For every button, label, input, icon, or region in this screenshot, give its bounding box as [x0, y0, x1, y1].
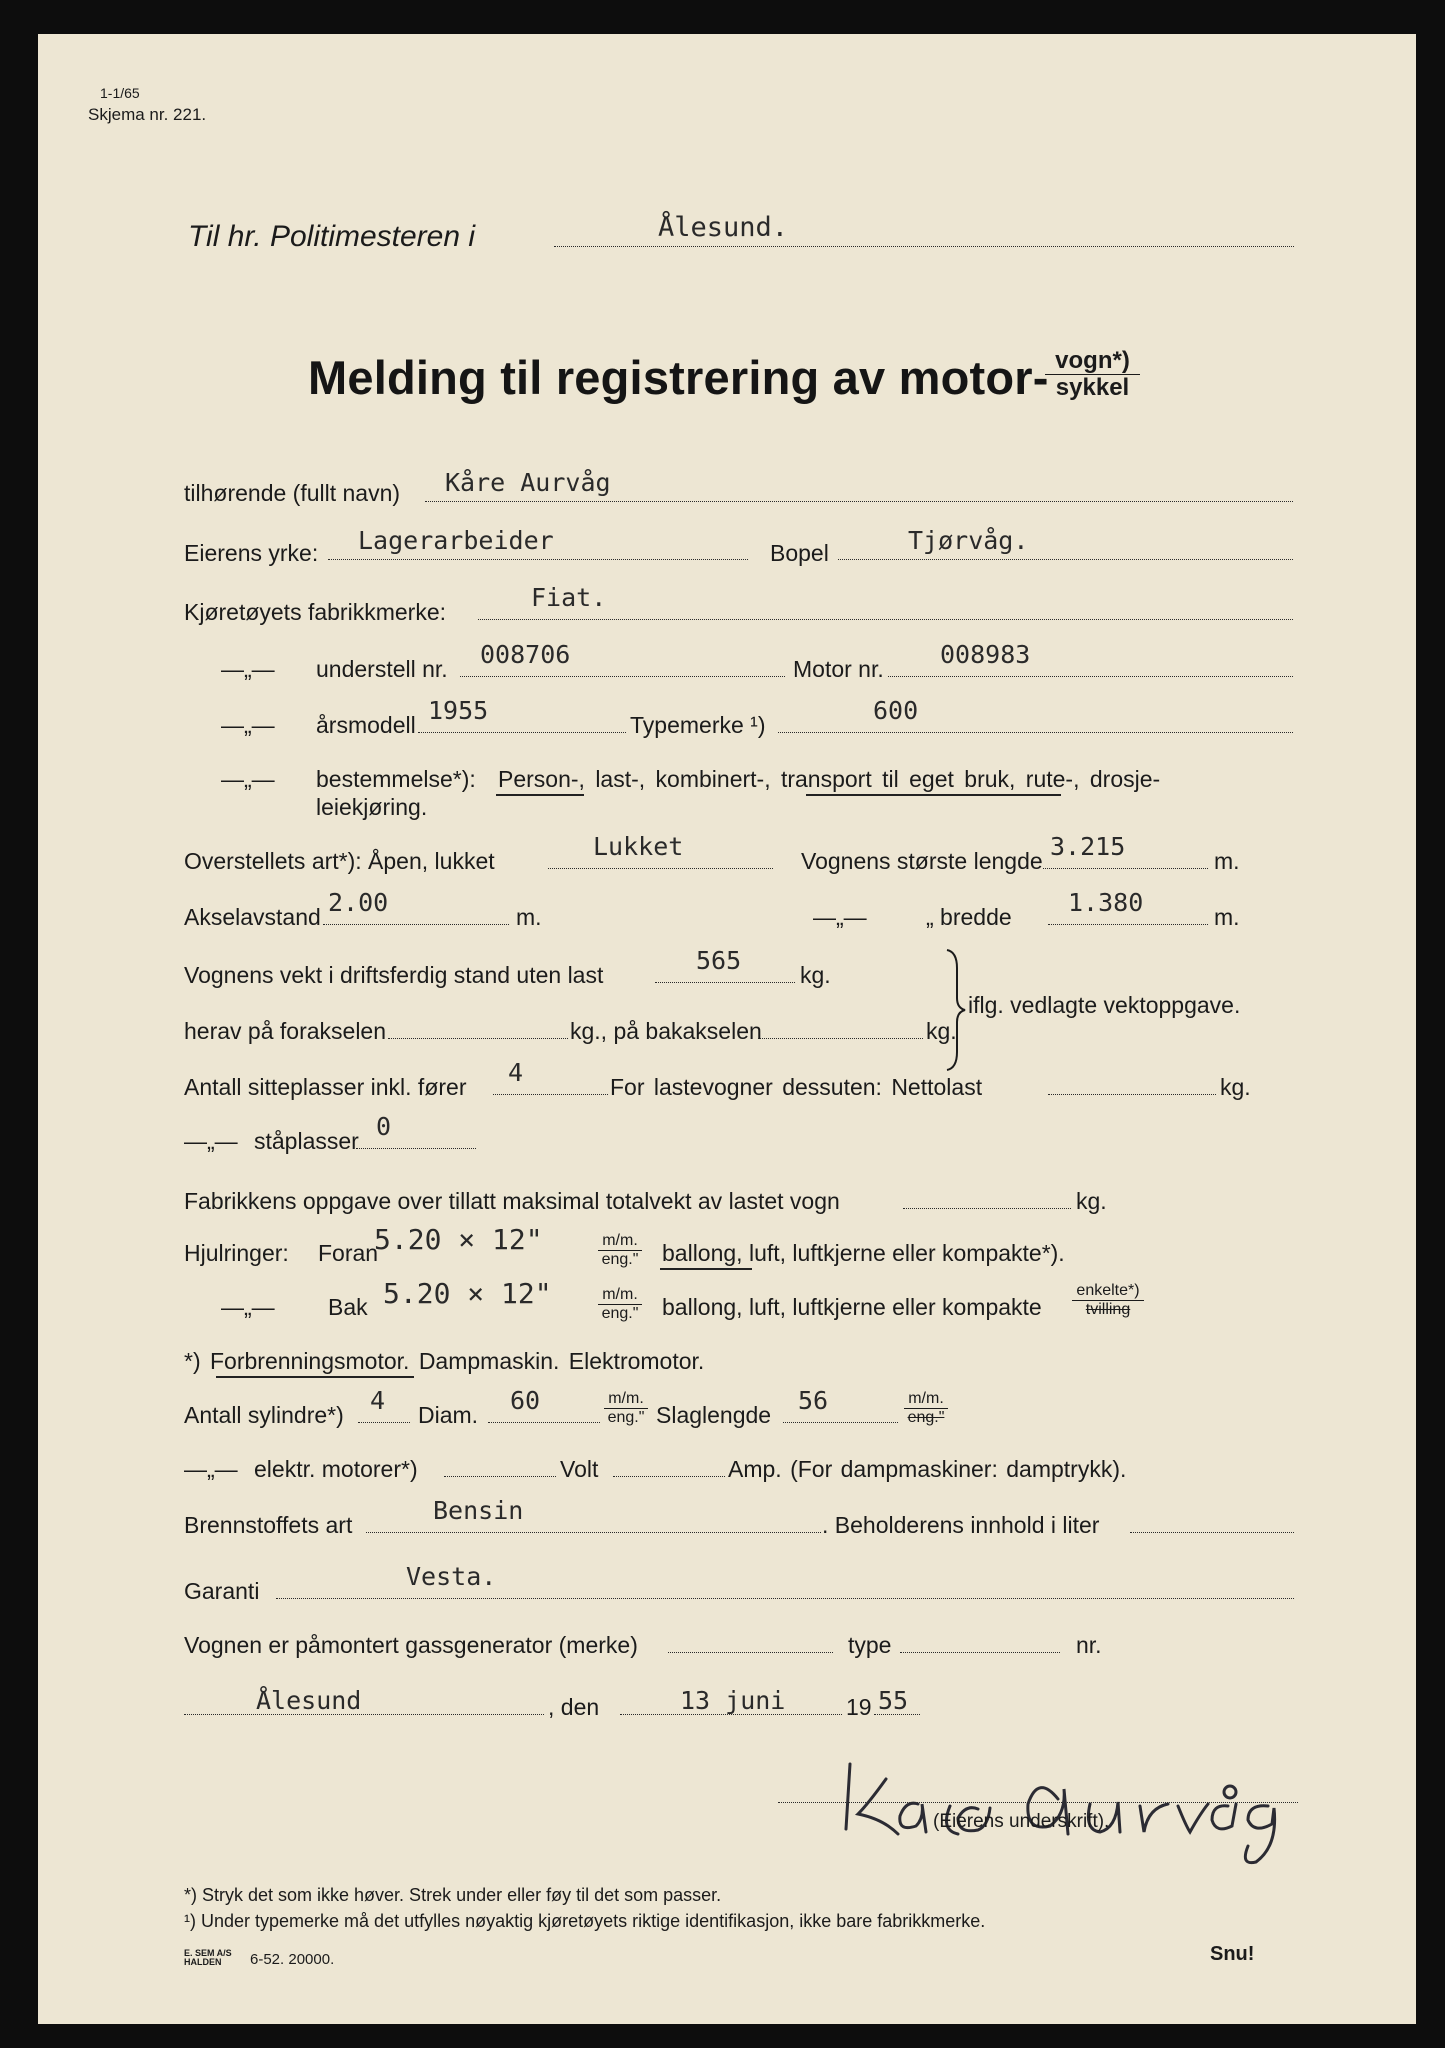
volt-label: Volt: [560, 1456, 599, 1482]
standing-label: ståplasser: [254, 1128, 359, 1154]
gas-type-label: type: [848, 1632, 892, 1658]
fuel-value: Bensin: [433, 1496, 524, 1525]
unit-top: m/m.: [598, 1232, 642, 1251]
unit-bottom: eng.": [907, 1408, 945, 1426]
fuel-line: [366, 1532, 821, 1533]
owner-signature: [828, 1734, 1298, 1874]
width-label: „ bredde: [926, 904, 1012, 930]
guarantee-value: Vesta.: [406, 1562, 497, 1591]
make-value: Fiat.: [531, 583, 607, 612]
length-label: Vognens største lengde: [801, 848, 1043, 874]
printer-line2: HALDEN: [184, 1957, 222, 1968]
print-info: 6-52. 20000.: [250, 1951, 335, 1968]
cylinders-label: Antall sylindre*): [184, 1402, 344, 1428]
axle-line: [323, 924, 509, 925]
mount-bottom: tvilling: [1085, 1300, 1131, 1318]
residence-value: Tjørvåg.: [908, 526, 1029, 555]
addressee-label: Til hr. Politimesteren i: [188, 220, 476, 253]
year-value: 1955: [428, 696, 489, 725]
make-line: [478, 619, 1293, 620]
gas-label: Vognen er påmontert gassgenerator (merke): [184, 1632, 638, 1658]
width-unit: m.: [1214, 904, 1240, 930]
year-prefix: 19: [846, 1694, 872, 1720]
fuel-label: Brennstoffets art: [184, 1512, 353, 1538]
unit-bottom: eng.": [601, 1250, 639, 1268]
year-label: årsmodell: [316, 712, 416, 738]
ditto-mark: —„—: [221, 1294, 275, 1320]
date-label: , den: [548, 1694, 600, 1720]
form-title: Melding til registrering av motor-: [308, 351, 1049, 404]
ditto-mark: —„—: [221, 766, 275, 792]
owner-name-value: Kåre Aurvåg: [445, 468, 611, 497]
cylinders-line: [358, 1422, 410, 1423]
date-value: 13 juni: [680, 1686, 786, 1715]
diam-line: [488, 1422, 600, 1423]
axle-label: Akselavstand: [184, 904, 321, 930]
cylinders-value: 4: [370, 1386, 386, 1415]
chassis-label: understell nr.: [316, 656, 448, 682]
addressee-value: Ålesund.: [658, 212, 789, 243]
axle-unit: m.: [516, 904, 542, 930]
width-line: [1048, 924, 1208, 925]
ditto-mark: —„—: [221, 712, 275, 738]
occupation-value: Lagerarbeider: [358, 526, 554, 555]
place-value: Ålesund: [256, 1686, 362, 1715]
gas-nr-label: nr.: [1076, 1632, 1102, 1658]
motor-value: 008983: [940, 640, 1031, 669]
year-suffix: 55: [878, 1686, 909, 1715]
unit-bottom: eng.": [607, 1408, 645, 1426]
max-weight-label: Fabrikkens oppgave over tillatt maksimal totalvekt av lastet vogn: [184, 1188, 840, 1214]
body-value: Lukket: [593, 832, 684, 861]
cargo-line: [1048, 1094, 1216, 1095]
seats-label: Antall sitteplasser inkl. fører: [184, 1074, 467, 1100]
rear-axle-line: [758, 1038, 923, 1039]
volt-line: [613, 1476, 725, 1477]
unit-top: m/m.: [598, 1286, 642, 1305]
cargo-label: For lastevogner dessuten: Nettolast: [610, 1074, 983, 1100]
axle-value: 2.00: [328, 888, 389, 917]
electric-line: [444, 1476, 556, 1477]
seats-line: [493, 1094, 608, 1095]
form-sheet: [38, 34, 1416, 2024]
weight-unit: kg.: [800, 962, 831, 988]
wheels-front-type: ballong, luft, luftkjerne eller kompakte*).: [662, 1240, 1065, 1266]
max-weight-line: [903, 1208, 1071, 1209]
owner-name-label: tilhørende (fullt navn): [184, 480, 401, 506]
ditto-mark: —„—: [184, 1456, 238, 1482]
printer-line1: E. SEM A/S: [184, 1948, 232, 1958]
title-bottom: sykkel: [1055, 374, 1130, 402]
stroke-label: Slaglengde: [656, 1402, 772, 1428]
mount-top: enkelte*): [1072, 1282, 1144, 1301]
wheels-rear-mount: [1072, 1282, 1144, 1318]
chassis-value: 008706: [480, 640, 571, 669]
weight-label: Vognens vekt i driftsferdig stand uten last: [184, 962, 604, 988]
unit-bottom: eng.": [601, 1304, 639, 1322]
wheels-rear-type: ballong, luft, luftkjerne eller kompakte: [662, 1294, 1042, 1320]
wheels-rear-label: Bak: [328, 1294, 368, 1320]
signature-line: [778, 1802, 1298, 1803]
place-line: [184, 1714, 544, 1715]
unit-top: m/m.: [604, 1390, 648, 1409]
length-value: 3.215: [1050, 832, 1126, 861]
front-axle-label: herav på forakselen: [184, 1018, 387, 1044]
stroke-unit: [904, 1390, 948, 1426]
diam-unit: [604, 1390, 648, 1426]
rear-axle-unit: kg.: [926, 1018, 957, 1044]
wheels-front-ballong-underline: [660, 1268, 752, 1270]
length-unit: m.: [1214, 848, 1240, 874]
owner-name-line: [425, 501, 1293, 502]
title-top: vogn*): [1045, 348, 1140, 375]
type-label: Typemerke ¹): [630, 712, 766, 738]
diam-label: Diam.: [418, 1402, 479, 1428]
stroke-line: [783, 1422, 898, 1423]
ditto-mark: —„—: [184, 1128, 238, 1154]
year-line: [418, 732, 626, 733]
motor-line: [888, 676, 1293, 677]
gas-type-line: [900, 1652, 1060, 1653]
purpose-label: bestemmelse*):: [316, 766, 476, 792]
stroke-value: 56: [798, 1386, 829, 1415]
amp-label: Amp. (For dampmaskiner: damptrykk).: [728, 1456, 1127, 1482]
form-number: Skjema nr. 221.: [88, 105, 207, 124]
ditto-mark: —„—: [221, 656, 275, 682]
body-line: [548, 868, 773, 869]
gas-line: [668, 1652, 833, 1653]
electric-label: elektr. motorer*): [254, 1456, 418, 1482]
type-value: 600: [873, 696, 919, 725]
footnote-1: *) Stryk det som ikke høver. Strek under eller føy til det som passer.: [184, 1885, 722, 1905]
wheels-front-label: Foran: [318, 1240, 379, 1266]
purpose-line2: leiekjøring.: [316, 794, 428, 820]
occupation-line: [328, 559, 748, 560]
residence-label: Bopel: [770, 540, 829, 566]
motor-label: Motor nr.: [793, 656, 884, 682]
standing-line: [356, 1148, 476, 1149]
wheels-label: Hjulringer:: [184, 1240, 289, 1266]
turn-over-note: Snu!: [1210, 1943, 1255, 1965]
title-fraction: [1045, 348, 1140, 402]
wheels-front-unit: [598, 1232, 642, 1268]
form-number-note: 1-1/65: [100, 85, 140, 101]
engine-types: *) Forbrenningsmotor. Dampmaskin. Elektromotor.: [184, 1348, 705, 1374]
type-line: [778, 732, 1293, 733]
standing-value: 0: [376, 1112, 392, 1141]
owner-signature-label: (Eierens underskrift).: [933, 1811, 1110, 1832]
engine-type-underline: [216, 1376, 414, 1378]
max-weight-unit: kg.: [1076, 1188, 1107, 1214]
tank-line: [1130, 1532, 1294, 1533]
cargo-unit: kg.: [1220, 1074, 1251, 1100]
rear-axle-label: kg., på bakakselen: [570, 1018, 762, 1044]
chassis-line: [460, 676, 785, 677]
wheels-front-value: 5.20 × 12": [374, 1223, 543, 1256]
make-label: Kjøretøyets fabrikkmerke:: [184, 599, 446, 625]
guarantee-label: Garanti: [184, 1578, 260, 1604]
seats-value: 4: [508, 1058, 524, 1087]
diam-value: 60: [510, 1386, 541, 1415]
printer-mark: [184, 1949, 232, 1968]
ditto-mark: —„—: [813, 904, 867, 930]
front-axle-line: [388, 1038, 568, 1039]
purpose-underline-transport: [806, 794, 1061, 796]
purpose-line1: Person-, last-, kombinert-, transport til eget bruk, rute-, drosje-: [498, 766, 1161, 792]
wheels-rear-unit: [598, 1286, 642, 1322]
footnote-2: ¹) Under typemerke må det utfylles nøyaktig kjøretøyets riktige identifikasjon, ikke bare fabrikkmerke.: [184, 1911, 986, 1931]
addressee-line: [554, 246, 1294, 247]
body-label: Overstellets art*): Åpen, lukket: [184, 848, 495, 874]
wheels-rear-value: 5.20 × 12": [383, 1277, 552, 1310]
tank-label: . Beholderens innhold i liter: [822, 1512, 1100, 1538]
weight-note: iflg. vedlagte vektoppgave.: [968, 992, 1241, 1018]
residence-line: [838, 559, 1293, 560]
unit-top: m/m.: [904, 1390, 948, 1409]
weight-line: [655, 982, 795, 983]
guarantee-line: [276, 1598, 1294, 1599]
weight-brace: [943, 948, 967, 1072]
purpose-underline-person: [496, 794, 584, 796]
weight-value: 565: [696, 946, 742, 975]
width-value: 1.380: [1068, 888, 1144, 917]
length-line: [1043, 868, 1208, 869]
occupation-label: Eierens yrke:: [184, 540, 319, 566]
